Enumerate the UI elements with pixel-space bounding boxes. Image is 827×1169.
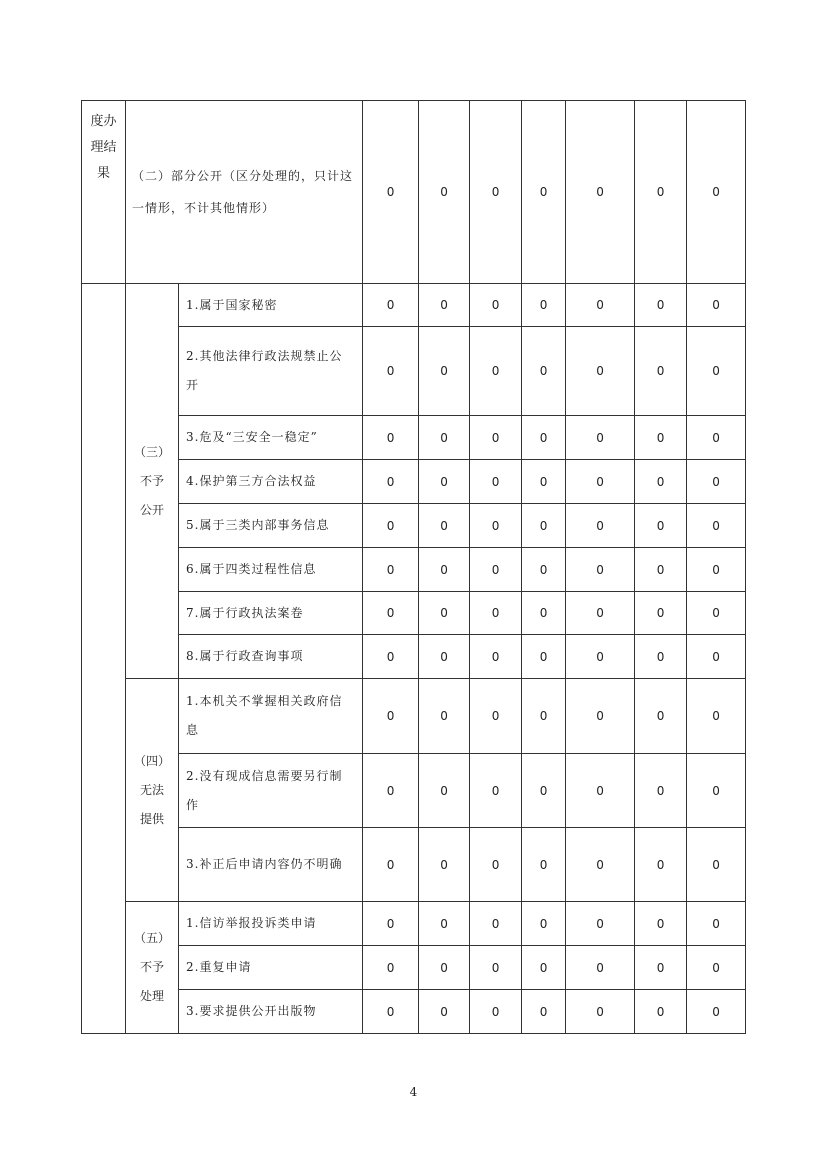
value-cell: 0 [470, 416, 522, 460]
value-cell: 0 [522, 592, 566, 635]
value-cell: 0 [635, 504, 687, 548]
group-label: （四） 无法 提供 [126, 679, 179, 902]
value-cell: 0 [687, 327, 746, 416]
value-cell: 0 [522, 902, 566, 946]
value-cell: 0 [470, 754, 522, 828]
value-cell: 0 [687, 548, 746, 592]
reason-label: 4.保护第三方合法权益 [179, 460, 363, 504]
value-cell: 0 [419, 416, 470, 460]
value-cell: 0 [566, 327, 635, 416]
value-cell: 0 [687, 284, 746, 327]
reason-label: 1.本机关不掌握相关政府信息 [179, 679, 363, 754]
value-cell: 0 [363, 679, 419, 754]
value-cell: 0 [419, 754, 470, 828]
value-cell: 0 [522, 828, 566, 902]
reason-label: 2.其他法律行政法规禁止公开 [179, 327, 363, 416]
value-cell: 0 [419, 327, 470, 416]
value-cell: 0 [470, 460, 522, 504]
value-cell: 0 [363, 592, 419, 635]
value-cell: 0 [687, 101, 746, 284]
value-cell: 0 [635, 946, 687, 990]
value-cell: 0 [635, 460, 687, 504]
value-cell: 0 [363, 504, 419, 548]
value-cell: 0 [363, 284, 419, 327]
value-cell: 0 [687, 828, 746, 902]
value-cell: 0 [635, 828, 687, 902]
value-cell: 0 [363, 635, 419, 679]
reason-label: 3.危及“三安全一稳定” [179, 416, 363, 460]
value-cell: 0 [687, 635, 746, 679]
value-cell: 0 [522, 635, 566, 679]
value-cell: 0 [687, 754, 746, 828]
value-cell: 0 [363, 946, 419, 990]
value-cell: 0 [419, 946, 470, 990]
value-cell: 0 [522, 946, 566, 990]
value-cell: 0 [470, 990, 522, 1034]
value-cell: 0 [470, 548, 522, 592]
value-cell: 0 [470, 902, 522, 946]
value-cell: 0 [566, 990, 635, 1034]
reason-label: 7.属于行政执法案卷 [179, 592, 363, 635]
value-cell: 0 [635, 416, 687, 460]
value-cell: 0 [687, 504, 746, 548]
value-cell: 0 [522, 327, 566, 416]
value-cell: 0 [522, 754, 566, 828]
value-cell: 0 [566, 754, 635, 828]
value-cell: 0 [566, 101, 635, 284]
value-cell: 0 [566, 284, 635, 327]
value-cell: 0 [363, 101, 419, 284]
value-cell: 0 [470, 635, 522, 679]
value-cell: 0 [522, 460, 566, 504]
value-cell: 0 [566, 460, 635, 504]
value-cell: 0 [522, 416, 566, 460]
value-cell: 0 [419, 902, 470, 946]
value-cell: 0 [635, 635, 687, 679]
value-cell: 0 [470, 504, 522, 548]
value-cell: 0 [687, 946, 746, 990]
value-cell: 0 [419, 548, 470, 592]
value-cell: 0 [363, 416, 419, 460]
value-cell: 0 [363, 990, 419, 1034]
value-cell: 0 [470, 327, 522, 416]
value-cell: 0 [419, 101, 470, 284]
value-cell: 0 [522, 284, 566, 327]
value-cell: 0 [522, 504, 566, 548]
value-cell: 0 [687, 592, 746, 635]
value-cell: 0 [419, 504, 470, 548]
value-cell: 0 [635, 327, 687, 416]
reason-label: 2.重复申请 [179, 946, 363, 990]
value-cell: 0 [635, 754, 687, 828]
value-cell: 0 [635, 284, 687, 327]
value-cell: 0 [363, 548, 419, 592]
value-cell: 0 [566, 946, 635, 990]
value-cell: 0 [566, 679, 635, 754]
reason-label: 1.属于国家秘密 [179, 284, 363, 327]
value-cell: 0 [687, 460, 746, 504]
value-cell: 0 [363, 327, 419, 416]
result-category-label: 度办 理结 果 [82, 101, 126, 284]
value-cell: 0 [470, 284, 522, 327]
value-cell: 0 [419, 592, 470, 635]
value-cell: 0 [566, 416, 635, 460]
reason-label: 2.没有现成信息需要另行制作 [179, 754, 363, 828]
value-cell: 0 [635, 548, 687, 592]
value-cell: 0 [522, 548, 566, 592]
reason-label: 6.属于四类过程性信息 [179, 548, 363, 592]
value-cell: 0 [419, 990, 470, 1034]
reason-label: 8.属于行政查询事项 [179, 635, 363, 679]
value-cell: 0 [522, 990, 566, 1034]
value-cell: 0 [419, 635, 470, 679]
value-cell: 0 [363, 828, 419, 902]
value-cell: 0 [687, 416, 746, 460]
reason-label: 1.信访举报投诉类申请 [179, 902, 363, 946]
reason-label: 3.要求提供公开出版物 [179, 990, 363, 1034]
value-cell: 0 [470, 828, 522, 902]
value-cell: 0 [470, 679, 522, 754]
value-cell: 0 [566, 902, 635, 946]
value-cell: 0 [566, 635, 635, 679]
value-cell: 0 [635, 902, 687, 946]
value-cell: 0 [687, 902, 746, 946]
value-cell: 0 [363, 902, 419, 946]
value-cell: 0 [522, 101, 566, 284]
reason-label: 5.属于三类内部事务信息 [179, 504, 363, 548]
value-cell: 0 [566, 504, 635, 548]
value-cell: 0 [522, 679, 566, 754]
group-label: （三） 不予 公开 [126, 284, 179, 679]
value-cell: 0 [635, 990, 687, 1034]
value-cell: 0 [470, 592, 522, 635]
partial-disclosure-label: （二）部分公开（区分处理的，只计这一情形，不计其他情形） [126, 101, 363, 284]
value-cell: 0 [470, 946, 522, 990]
value-cell: 0 [635, 592, 687, 635]
value-cell: 0 [363, 460, 419, 504]
value-cell: 0 [566, 548, 635, 592]
disclosure-results-table [81, 100, 746, 1034]
value-cell: 0 [687, 679, 746, 754]
value-cell: 0 [419, 679, 470, 754]
blank-category-cell [82, 284, 126, 1034]
value-cell: 0 [635, 679, 687, 754]
reason-label: 3.补正后申请内容仍不明确 [179, 828, 363, 902]
value-cell: 0 [470, 101, 522, 284]
value-cell: 0 [419, 828, 470, 902]
value-cell: 0 [363, 754, 419, 828]
page-number: 4 [409, 1085, 418, 1099]
value-cell: 0 [566, 592, 635, 635]
value-cell: 0 [687, 990, 746, 1034]
group-label: （五） 不予 处理 [126, 902, 179, 1034]
value-cell: 0 [419, 284, 470, 327]
value-cell: 0 [419, 460, 470, 504]
value-cell: 0 [566, 828, 635, 902]
value-cell: 0 [635, 101, 687, 284]
